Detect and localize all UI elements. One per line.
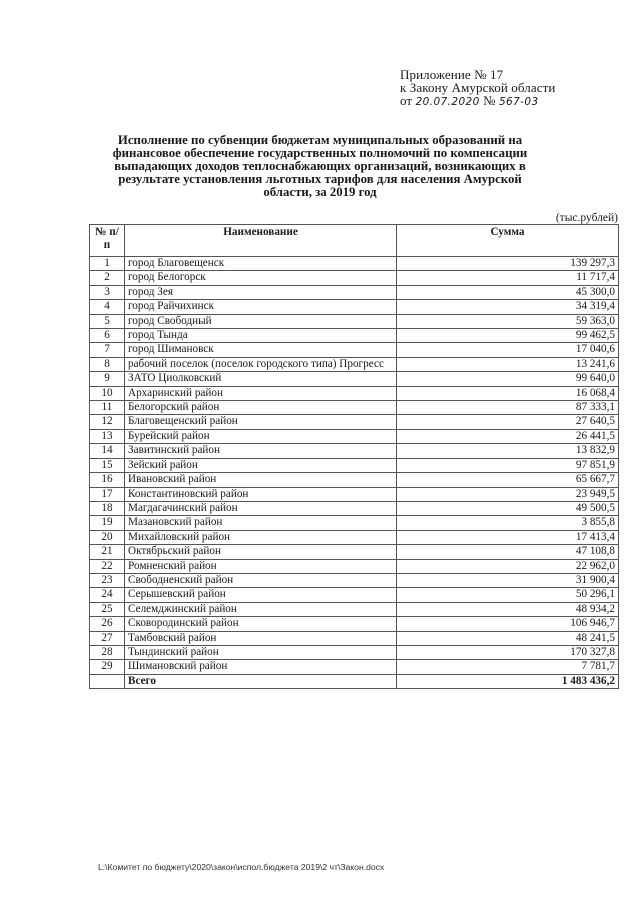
row-num: 12 xyxy=(90,415,125,429)
table-row xyxy=(90,314,619,328)
table-row xyxy=(90,415,619,429)
row-num: 14 xyxy=(90,444,125,458)
row-name: город Свободный xyxy=(125,314,397,328)
document-title: Исполнение по субвенции бюджетам муниципальных образований на финансовое обеспечение государственных полномочий по компенсации выпадающих доходов теплоснабжающих организаций, возникающих в результате установления льготных тарифов для населения Амурской области, за 2019 год xyxy=(112,133,528,199)
row-name: город Зея xyxy=(125,285,397,299)
row-num: 24 xyxy=(90,588,125,602)
row-num: 22 xyxy=(90,559,125,573)
table-row xyxy=(90,588,619,602)
table-row xyxy=(90,386,619,400)
row-sum: 47 108,8 xyxy=(397,545,619,559)
number-prefix: № xyxy=(483,93,496,108)
row-sum: 17 040,6 xyxy=(397,343,619,357)
row-name: Михайловский район xyxy=(125,530,397,544)
row-name: город Тында xyxy=(125,329,397,343)
row-num: 13 xyxy=(90,429,125,443)
row-sum: 23 949,5 xyxy=(397,487,619,501)
table-row xyxy=(90,257,619,271)
table-row xyxy=(90,487,619,501)
row-num: 1 xyxy=(90,257,125,271)
table-row xyxy=(90,401,619,415)
row-num: 21 xyxy=(90,545,125,559)
header-num: № п/п xyxy=(90,225,125,257)
row-sum: 99 462,5 xyxy=(397,329,619,343)
table-row xyxy=(90,516,619,530)
row-sum: 65 667,7 xyxy=(397,473,619,487)
table-row xyxy=(90,530,619,544)
row-name: Завитинский район xyxy=(125,444,397,458)
row-name: Тындинский район xyxy=(125,645,397,659)
row-num: 19 xyxy=(90,516,125,530)
table-header-row xyxy=(90,225,619,257)
row-name: Зейский район xyxy=(125,458,397,472)
row-name: Белогорский район xyxy=(125,401,397,415)
row-num: 18 xyxy=(90,501,125,515)
table-row xyxy=(90,645,619,659)
row-name: Константиновский район xyxy=(125,487,397,501)
file-path-footer: L:\Комитет по бюджету\2020\закон\испол.бюджета 2019\2 чт\Закон.docx xyxy=(98,862,385,872)
row-sum: 31 900,4 xyxy=(397,573,619,587)
table-row xyxy=(90,458,619,472)
appendix-header xyxy=(400,68,555,109)
handwritten-date: 20.07.2020 xyxy=(415,96,480,108)
header-sum: Сумма xyxy=(397,225,619,257)
table-row xyxy=(90,473,619,487)
row-num: 17 xyxy=(90,487,125,501)
table-row xyxy=(90,501,619,515)
row-name: город Белогорск xyxy=(125,271,397,285)
total-num-cell xyxy=(90,674,125,688)
row-name: Сковородинский район xyxy=(125,617,397,631)
row-sum: 99 640,0 xyxy=(397,372,619,386)
row-name: ЗАТО Циолковский xyxy=(125,372,397,386)
table-row xyxy=(90,271,619,285)
row-num: 3 xyxy=(90,285,125,299)
row-sum: 48 241,5 xyxy=(397,631,619,645)
row-num: 2 xyxy=(90,271,125,285)
row-sum: 45 300,0 xyxy=(397,285,619,299)
row-num: 11 xyxy=(90,401,125,415)
row-name: Мазановский район xyxy=(125,516,397,530)
row-sum: 27 640,5 xyxy=(397,415,619,429)
row-name: рабочий поселок (поселок городского типа) Прогресс xyxy=(125,357,397,371)
appendix-line-1: Приложение № 17 xyxy=(400,67,504,82)
row-name: Октябрьский район xyxy=(125,545,397,559)
table-body xyxy=(90,257,619,675)
table-row xyxy=(90,660,619,674)
table-row xyxy=(90,372,619,386)
table-row xyxy=(90,300,619,314)
row-num: 26 xyxy=(90,617,125,631)
row-num: 25 xyxy=(90,602,125,616)
table-row xyxy=(90,329,619,343)
table-row xyxy=(90,357,619,371)
row-name: Шимановский район xyxy=(125,660,397,674)
table-row xyxy=(90,343,619,357)
row-sum: 97 851,9 xyxy=(397,458,619,472)
table-row xyxy=(90,617,619,631)
row-sum: 13 832,9 xyxy=(397,444,619,458)
row-sum: 17 413,4 xyxy=(397,530,619,544)
row-sum: 11 717,4 xyxy=(397,271,619,285)
row-sum: 26 441,5 xyxy=(397,429,619,443)
row-num: 27 xyxy=(90,631,125,645)
row-num: 8 xyxy=(90,357,125,371)
row-name: Тамбовский район xyxy=(125,631,397,645)
row-num: 5 xyxy=(90,314,125,328)
date-prefix: от xyxy=(400,93,413,108)
row-sum: 22 962,0 xyxy=(397,559,619,573)
row-num: 16 xyxy=(90,473,125,487)
row-num: 4 xyxy=(90,300,125,314)
table-row xyxy=(90,444,619,458)
row-name: город Шимановск xyxy=(125,343,397,357)
table-row xyxy=(90,285,619,299)
row-num: 20 xyxy=(90,530,125,544)
row-sum: 3 855,8 xyxy=(397,516,619,530)
row-name: город Благовещенск xyxy=(125,257,397,271)
row-num: 15 xyxy=(90,458,125,472)
row-sum: 49 500,5 xyxy=(397,501,619,515)
row-num: 9 xyxy=(90,372,125,386)
row-name: город Райчихинск xyxy=(125,300,397,314)
row-sum: 48 934,2 xyxy=(397,602,619,616)
row-sum: 59 363,0 xyxy=(397,314,619,328)
row-name: Серышевский район xyxy=(125,588,397,602)
table-row xyxy=(90,602,619,616)
appendix-date-line xyxy=(400,94,555,109)
row-name: Ивановский район xyxy=(125,473,397,487)
row-sum: 13 241,6 xyxy=(397,357,619,371)
row-sum: 34 319,4 xyxy=(397,300,619,314)
table-row xyxy=(90,545,619,559)
row-name: Архаринский район xyxy=(125,386,397,400)
row-name: Бурейский район xyxy=(125,429,397,443)
row-name: Ромненский район xyxy=(125,559,397,573)
budget-table xyxy=(89,224,619,689)
total-label: Всего xyxy=(125,674,397,688)
table-row xyxy=(90,573,619,587)
row-sum: 87 333,1 xyxy=(397,401,619,415)
table-row xyxy=(90,559,619,573)
appendix-line-2: к Закону Амурской области xyxy=(400,80,556,95)
row-name: Свободненский район xyxy=(125,573,397,587)
row-name: Благовещенский район xyxy=(125,415,397,429)
row-num: 10 xyxy=(90,386,125,400)
row-num: 28 xyxy=(90,645,125,659)
row-sum: 106 946,7 xyxy=(397,617,619,631)
row-num: 23 xyxy=(90,573,125,587)
row-sum: 7 781,7 xyxy=(397,660,619,674)
table-total-row xyxy=(90,674,619,688)
unit-label: (тыс.рублей) xyxy=(555,212,618,224)
row-name: Магдагачинский район xyxy=(125,501,397,515)
row-sum: 50 296,1 xyxy=(397,588,619,602)
table-row xyxy=(90,429,619,443)
table-row xyxy=(90,631,619,645)
row-num: 29 xyxy=(90,660,125,674)
total-sum: 1 483 436,2 xyxy=(397,674,619,688)
row-sum: 16 068,4 xyxy=(397,386,619,400)
header-name: Наименование xyxy=(125,225,397,257)
row-sum: 170 327,8 xyxy=(397,645,619,659)
row-name: Селемджинский район xyxy=(125,602,397,616)
handwritten-number: 567-03 xyxy=(498,96,539,108)
row-num: 7 xyxy=(90,343,125,357)
row-sum: 139 297,3 xyxy=(397,257,619,271)
row-num: 6 xyxy=(90,329,125,343)
